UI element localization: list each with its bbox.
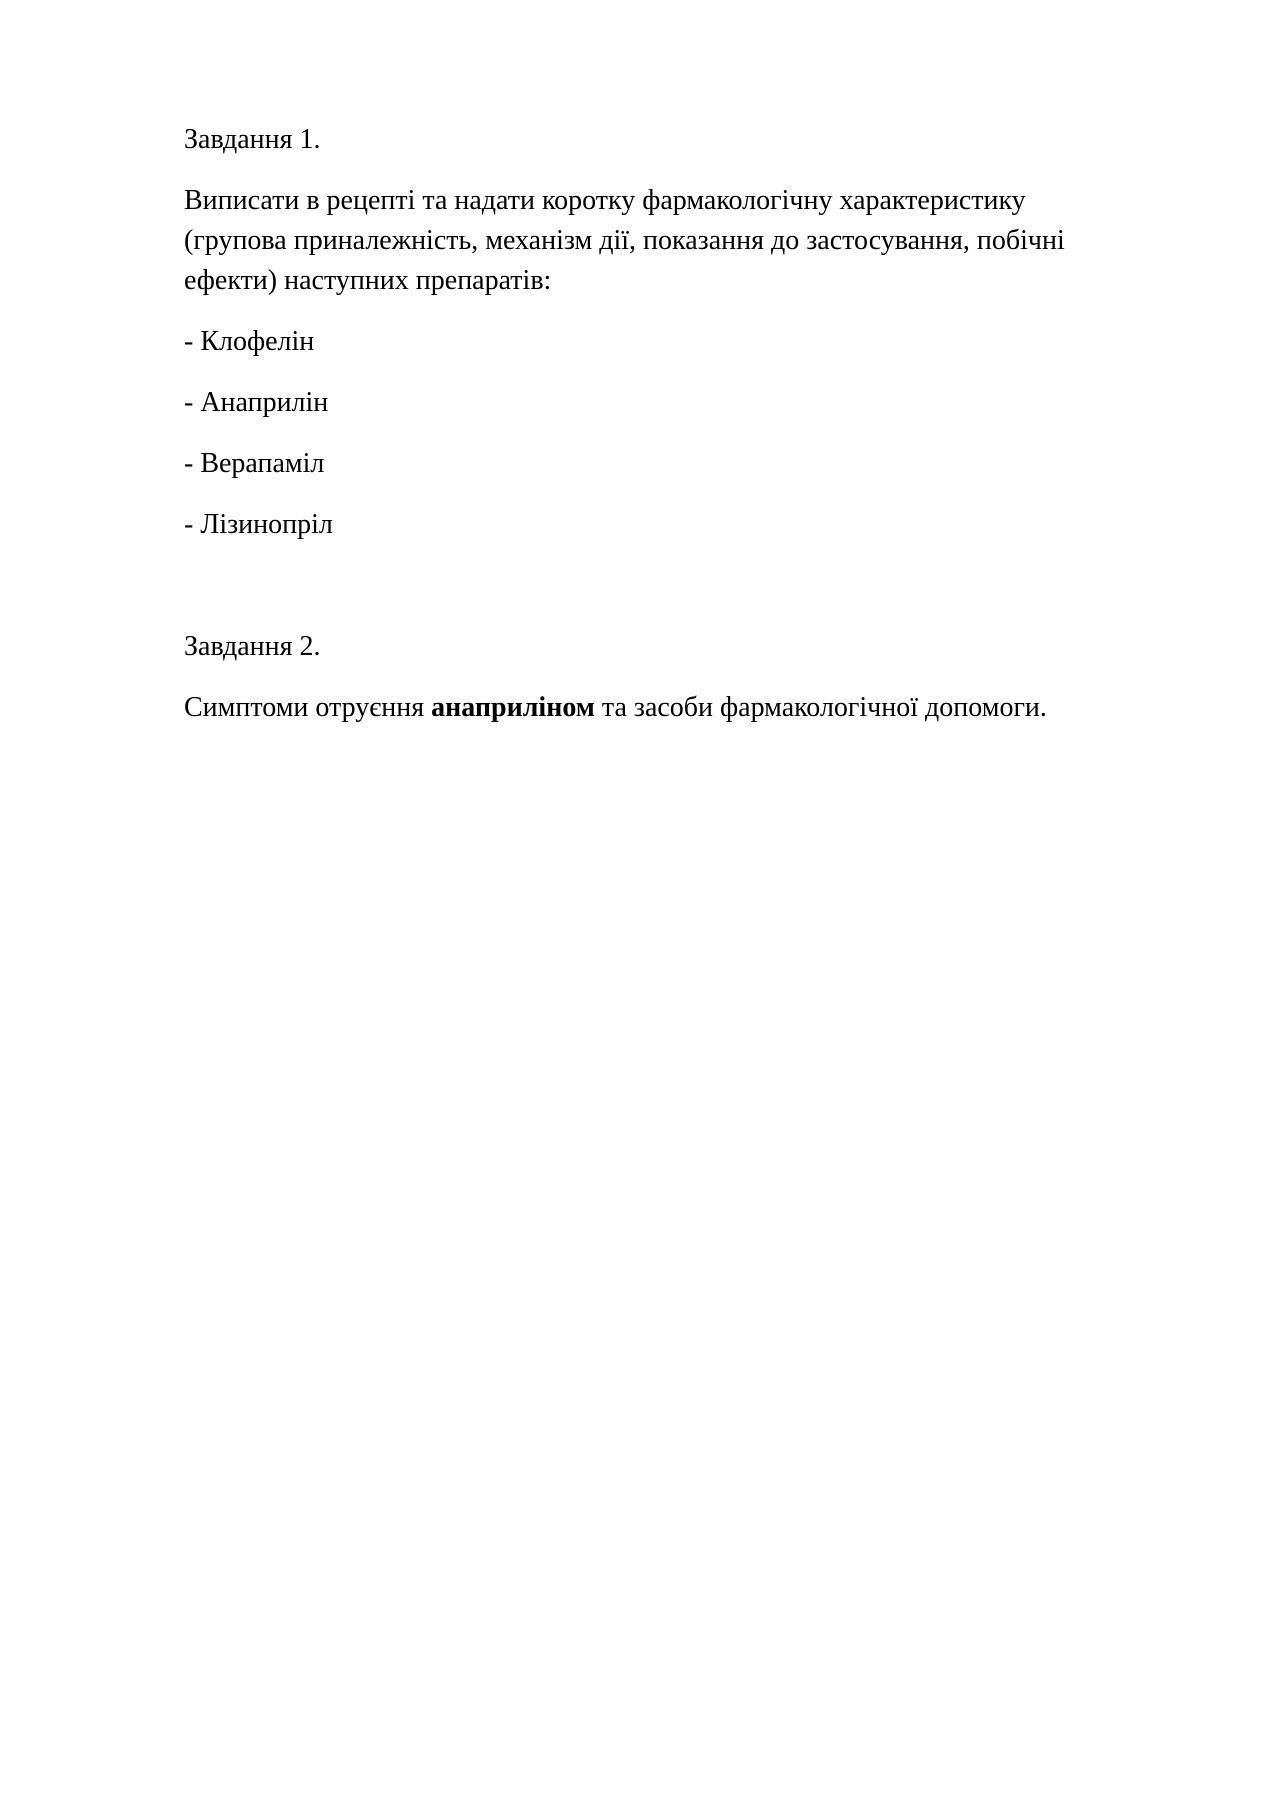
drug-list-item: - Лізинопріл — [184, 509, 333, 540]
task1-intro-line: ефекти) наступних препаратів: — [184, 265, 552, 296]
task2-heading: Завдання 2. — [184, 631, 321, 662]
task2-text-before: Симптоми отруєння — [184, 692, 432, 723]
task2-text — [184, 688, 1144, 728]
drug-list-item: - Клофелін — [184, 326, 315, 357]
task2-text-bold: анаприліном — [431, 692, 595, 723]
task1-heading: Завдання 1. — [184, 124, 321, 155]
task1-intro-line: Виписати в рецепті та надати коротку фармакологічну характеристику — [184, 185, 1026, 216]
task2-text-after: та засоби фармакологічної допомоги. — [594, 692, 1047, 723]
drug-list-item: - Анаприлін — [184, 387, 329, 418]
document-content — [184, 120, 1144, 728]
drug-list-item: - Верапаміл — [184, 448, 325, 479]
task1-intro — [184, 181, 1144, 301]
task1-intro-line: (групова приналежність, механізм дії, показання до застосування, побічні — [184, 225, 1065, 256]
